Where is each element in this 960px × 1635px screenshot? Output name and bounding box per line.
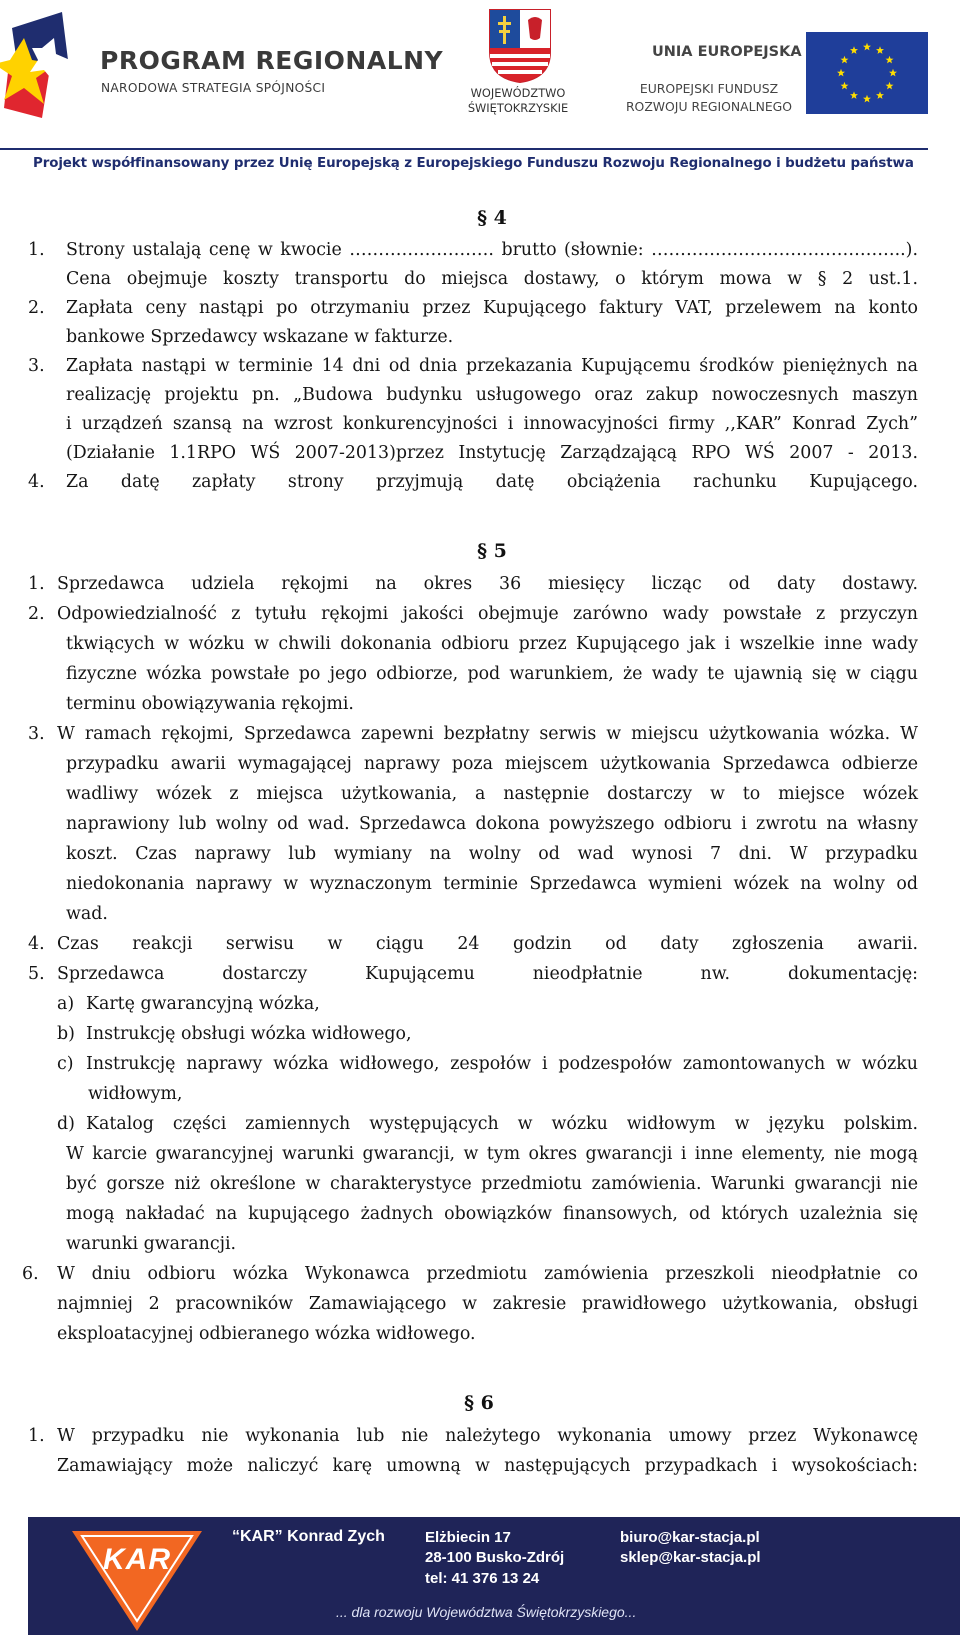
eu-star-icon: [886, 82, 894, 90]
footer-company-name: “KAR” Konrad Zych: [232, 1528, 385, 1545]
eu-star-icon: [889, 69, 897, 77]
voivodeship-line-2: ŚWIĘTOKRZYSKIE: [467, 101, 569, 115]
s4-item-4-line-1: Za datę zapłaty strony przyjmują datę obciążenia rachunku Kupującego.: [66, 472, 918, 492]
s5-subitem-c-letter: c): [57, 1054, 74, 1074]
footer-address-line-1: Elżbiecin 17: [425, 1529, 511, 1546]
eu-fund-line-2: ROZWOJU REGIONALNEGO: [625, 99, 793, 114]
s5-subitem-a-line-1: Kartę gwarancyjną wózka,: [86, 994, 320, 1014]
s5-item-2-line-2: tkwiących w wózku w chwili dokonania odbioru przez Kupującego jak i wszelkie inne wady: [66, 634, 918, 654]
program-regionalny-logo: [0, 8, 95, 120]
cofinancing-caption: Projekt współfinansowany przez Unię Europejską z Europejskiego Funduszu Rozwoju Regionalnego i budżetu państwa: [33, 156, 914, 171]
s4-item-3-line-2: realizację projektu pn. „Budowa budynku usługowego oraz zakup nowoczesnych maszyn: [66, 385, 918, 405]
s5-subitem-d-line-1: Katalog części zamiennych występujących w wózku widłowym w języku polskim.: [86, 1114, 918, 1134]
s4-item-1-number: 1.: [28, 240, 45, 260]
eu-star-icon: [876, 91, 884, 99]
warranty-paragraph-line-2: być gorsze niż określone w charakterystyce przedmiotu zamówienia. Warunki gwarancji nie: [66, 1174, 918, 1194]
footer-address-line-2: 28-100 Busko-Zdrój: [425, 1549, 565, 1566]
s6-item-1-line-2: Zamawiający może naliczyć karę umowną w następujących przypadkach i wysokościach:: [57, 1456, 918, 1476]
s6-item-1-line-1: W przypadku nie wykonania lub nie należytego wykonania umowy przez Wykonawcę: [57, 1426, 918, 1446]
s5-item-6-number: 6.: [22, 1264, 39, 1284]
eu-star-icon: [863, 95, 871, 103]
eu-star-icon: [863, 43, 871, 51]
s5-item-3-line-3: wadliwy wózek z miejsca użytkowania, a następnie dostarczy w to miejsce wózek: [66, 784, 918, 804]
voivodeship-name: [458, 86, 578, 116]
s5-item-3-line-1: W ramach rękojmi, Sprzedawca zapewni bezpłatny serwis w miejscu użytkowania wózka. W: [57, 724, 918, 744]
s4-item-1-line-1: Strony ustalają cenę w kwocie ……………………. brutto (słownie: ……………………………………..).: [66, 240, 918, 260]
eu-flag-icon: [806, 32, 928, 114]
s5-subitem-d-letter: d): [57, 1114, 75, 1134]
s5-item-6-line-3: eksploatacyjnej odbieranego wózka widłowego.: [57, 1324, 476, 1344]
s4-item-4-number: 4.: [28, 472, 45, 492]
s4-item-2-line-2: bankowe Sprzedawcy wskazane w fakturze.: [66, 327, 454, 347]
s5-item-4-number: 4.: [28, 934, 45, 954]
eu-fund-line-1: EUROPEJSKI FUNDUSZ: [639, 81, 779, 96]
warranty-paragraph-line-4: warunki gwarancji.: [66, 1234, 237, 1254]
section-5-heading: § 5: [477, 540, 507, 562]
footer-phone: tel: 41 376 13 24: [425, 1570, 540, 1587]
s4-item-3-line-4: (Działanie 1.1RPO WŚ 2007-2013)przez Instytucję Zarządzającą RPO WŚ 2007 - 2013.: [66, 443, 918, 463]
kar-logo: [72, 1531, 202, 1631]
s5-item-3-line-2: przypadku awarii wymagającej naprawy poza miejscem użytkowania Sprzedawca odbierze: [66, 754, 918, 774]
program-title: PROGRAM REGIONALNY: [100, 46, 444, 75]
s6-item-1-number: 1.: [28, 1426, 45, 1446]
eu-star-icon: [886, 56, 894, 64]
s5-item-2-number: 2.: [28, 604, 45, 624]
s4-item-3-number: 3.: [28, 356, 45, 376]
s5-item-3-line-4: naprawiony lub wolny od wad. Sprzedawca dokona powyższego odbioru i zwrotu na własny: [66, 814, 918, 834]
s5-subitem-b-letter: b): [57, 1024, 75, 1044]
s5-item-1-line-1: Sprzedawca udziela rękojmi na okres 36 miesięcy licząc od daty dostawy.: [57, 574, 918, 594]
warranty-paragraph-line-3: mogą nakładać na kupującego żadnych obowiązków finansowych, od których uzależnia się: [66, 1204, 918, 1224]
s5-item-3-line-5: koszt. Czas naprawy lub wymiany na wolny od wad wynosi 7 dni. W przypadku: [66, 844, 918, 864]
s5-item-2-line-3: fizyczne wózka powstałe po jego odbiorze, pod warunkiem, że wady te ujawnią się w ciągu: [66, 664, 918, 684]
s5-item-2-line-1: Odpowiedzialność z tytułu rękojmi jakości obejmuje zarówno wady powstałe z przyczyn: [57, 604, 918, 624]
eu-star-icon: [876, 46, 884, 54]
s5-item-4-line-1: Czas reakcji serwisu w ciągu 24 godzin od daty zgłoszenia awarii.: [57, 934, 918, 954]
s5-item-5-line-1: Sprzedawca dostarczy Kupującemu nieodpłatnie nw. dokumentację:: [57, 964, 918, 984]
eu-star-icon: [840, 82, 848, 90]
s5-item-5-number: 5.: [28, 964, 45, 984]
section-4-heading: § 4: [477, 207, 507, 229]
voivodeship-coat-of-arms: [488, 8, 552, 84]
s5-item-3-number: 3.: [28, 724, 45, 744]
eu-star-icon: [850, 91, 858, 99]
s4-item-3-line-1: Zapłata nastąpi w terminie 14 dni od dnia przekazania Kupującemu środków pieniężnych na: [66, 356, 918, 376]
s4-item-3-line-3: i urządzeń szansą na wzrost konkurencyjności i innowacyjności firmy ,,KAR” Konrad Zych”: [66, 414, 918, 434]
s4-item-1-line-2: Cena obejmuje koszty transportu do miejsca dostawy, o którym mowa w § 2 ust.1.: [66, 269, 918, 289]
s5-subitem-b-line-1: Instrukcję obsługi wózka widłowego,: [86, 1024, 412, 1044]
s5-subitem-c-line-1: Instrukcję naprawy wózka widłowego, zespołów i podzespołów zamontowanych w wózku: [86, 1054, 918, 1074]
voivodeship-line-1: WOJEWÓDZTWO: [470, 86, 566, 100]
s5-item-2-line-4: terminu obowiązywania rękojmi.: [66, 694, 354, 714]
s5-item-6-line-2: najmniej 2 pracowników Zamawiającego w zakresie prawidłowego użytkowania, obsługi: [57, 1294, 918, 1314]
eu-star-icon: [850, 46, 858, 54]
company-footer-banner: [28, 1517, 960, 1635]
footer-email-shop[interactable]: sklep@kar-stacja.pl: [620, 1549, 761, 1566]
kar-logo-text: KAR: [103, 1543, 171, 1576]
footer-slogan: ... dla rozwoju Województwa Świętokrzyskiego...: [336, 1604, 637, 1620]
s4-item-2-number: 2.: [28, 298, 45, 318]
s5-subitem-c-line-2: widłowym,: [88, 1084, 183, 1104]
header-divider: [0, 148, 928, 150]
s5-item-1-number: 1.: [28, 574, 45, 594]
s5-item-6-line-1: W dniu odbioru wózka Wykonawca przedmiotu zamówienia przeszkoli nieodpłatnie co: [57, 1264, 918, 1284]
s5-item-3-line-6: niedokonania naprawy w wyznaczonym terminie Sprzedawca wymieni wózek na wolny od: [66, 874, 918, 894]
s5-item-3-line-7: wad.: [66, 904, 108, 924]
eu-star-icon: [840, 56, 848, 64]
eu-fund-name: [624, 80, 794, 116]
footer-email-office[interactable]: biuro@kar-stacja.pl: [620, 1529, 760, 1546]
warranty-paragraph-line-1: W karcie gwarancyjnej warunki gwarancji, w tym okres gwarancji i inne elementy, nie mogą: [66, 1144, 918, 1164]
s5-subitem-a-letter: a): [57, 994, 75, 1014]
eu-star-icon: [837, 69, 845, 77]
section-6-heading: § 6: [464, 1392, 494, 1414]
s4-item-2-line-1: Zapłata ceny nastąpi po otrzymaniu przez Kupującego faktury VAT, przelewem na konto: [66, 298, 918, 318]
eu-title: UNIA EUROPEJSKA: [652, 44, 802, 60]
program-subtitle: NARODOWA STRATEGIA SPÓJNOŚCI: [101, 81, 326, 95]
